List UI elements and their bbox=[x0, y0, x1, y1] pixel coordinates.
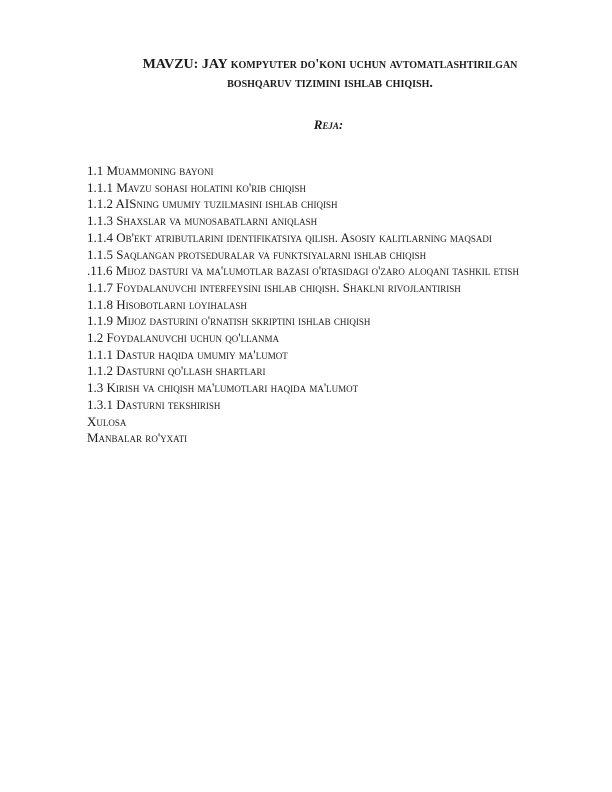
table-of-contents bbox=[87, 163, 571, 447]
toc-item: 1.1.1 Dastur haqida umumiy ma'lumot bbox=[87, 346, 288, 362]
toc-item: 1.1.2 AISning umumiy tuzilmasini ishlab chiqish bbox=[87, 196, 338, 212]
toc-item: 1.1.9 Mijoz dasturini o'rnatish skriptini ishlab chiqish bbox=[87, 313, 371, 329]
document-title bbox=[60, 55, 600, 93]
toc-item: 1.1.4 Ob'ekt atributlarini identifikatsiya qilish. Asosiy kalitlarning maqsadi bbox=[87, 229, 492, 245]
toc-item: 1.1.5 Saqlangan protseduralar va funktsiyalarni ishlab chiqish bbox=[87, 246, 427, 262]
toc-item: Xulosa bbox=[87, 413, 127, 429]
toc-item: 1.1.7 Foydalanuvchi interfeysini ishlab chiqish. Shaklni rivojlantirish bbox=[87, 279, 461, 295]
title-line-1: MAVZU: JAY kompyuter do'koni uchun avtomatlashtirilgan bbox=[142, 57, 518, 72]
toc-item: 1.3.1 Dasturni tekshirish bbox=[87, 396, 221, 412]
title-line-2: boshqaruv tizimini ishlab chiqish. bbox=[227, 76, 433, 91]
toc-item: .11.6 Mijoz dasturi va ma'lumotlar bazasi o'rtasidagi o'zaro aloqani tashkil etish bbox=[87, 263, 519, 279]
toc-item: 1.3 Kirish va chiqish ma'lumotlari haqida ma'lumot bbox=[87, 380, 359, 396]
plan-heading: Reja: bbox=[313, 117, 344, 132]
toc-item: 1.1.8 Hisobotlarni loyihalash bbox=[87, 296, 247, 312]
toc-item: 1.1.2 Dasturni qo'llash shartlari bbox=[87, 363, 266, 379]
toc-item: 1.1.3 Shaxslar va munosabatlarni aniqlash bbox=[87, 213, 318, 229]
toc-item: 1.1.1 Mavzu sohasi holatini ko'rib chiqish bbox=[87, 179, 306, 195]
toc-item: 1.2 Foydalanuvchi uchun qo'llanma bbox=[87, 330, 280, 346]
toc-item: Manbalar ro'yxati bbox=[87, 430, 188, 446]
toc-item: 1.1 Muammoning bayoni bbox=[87, 163, 214, 178]
